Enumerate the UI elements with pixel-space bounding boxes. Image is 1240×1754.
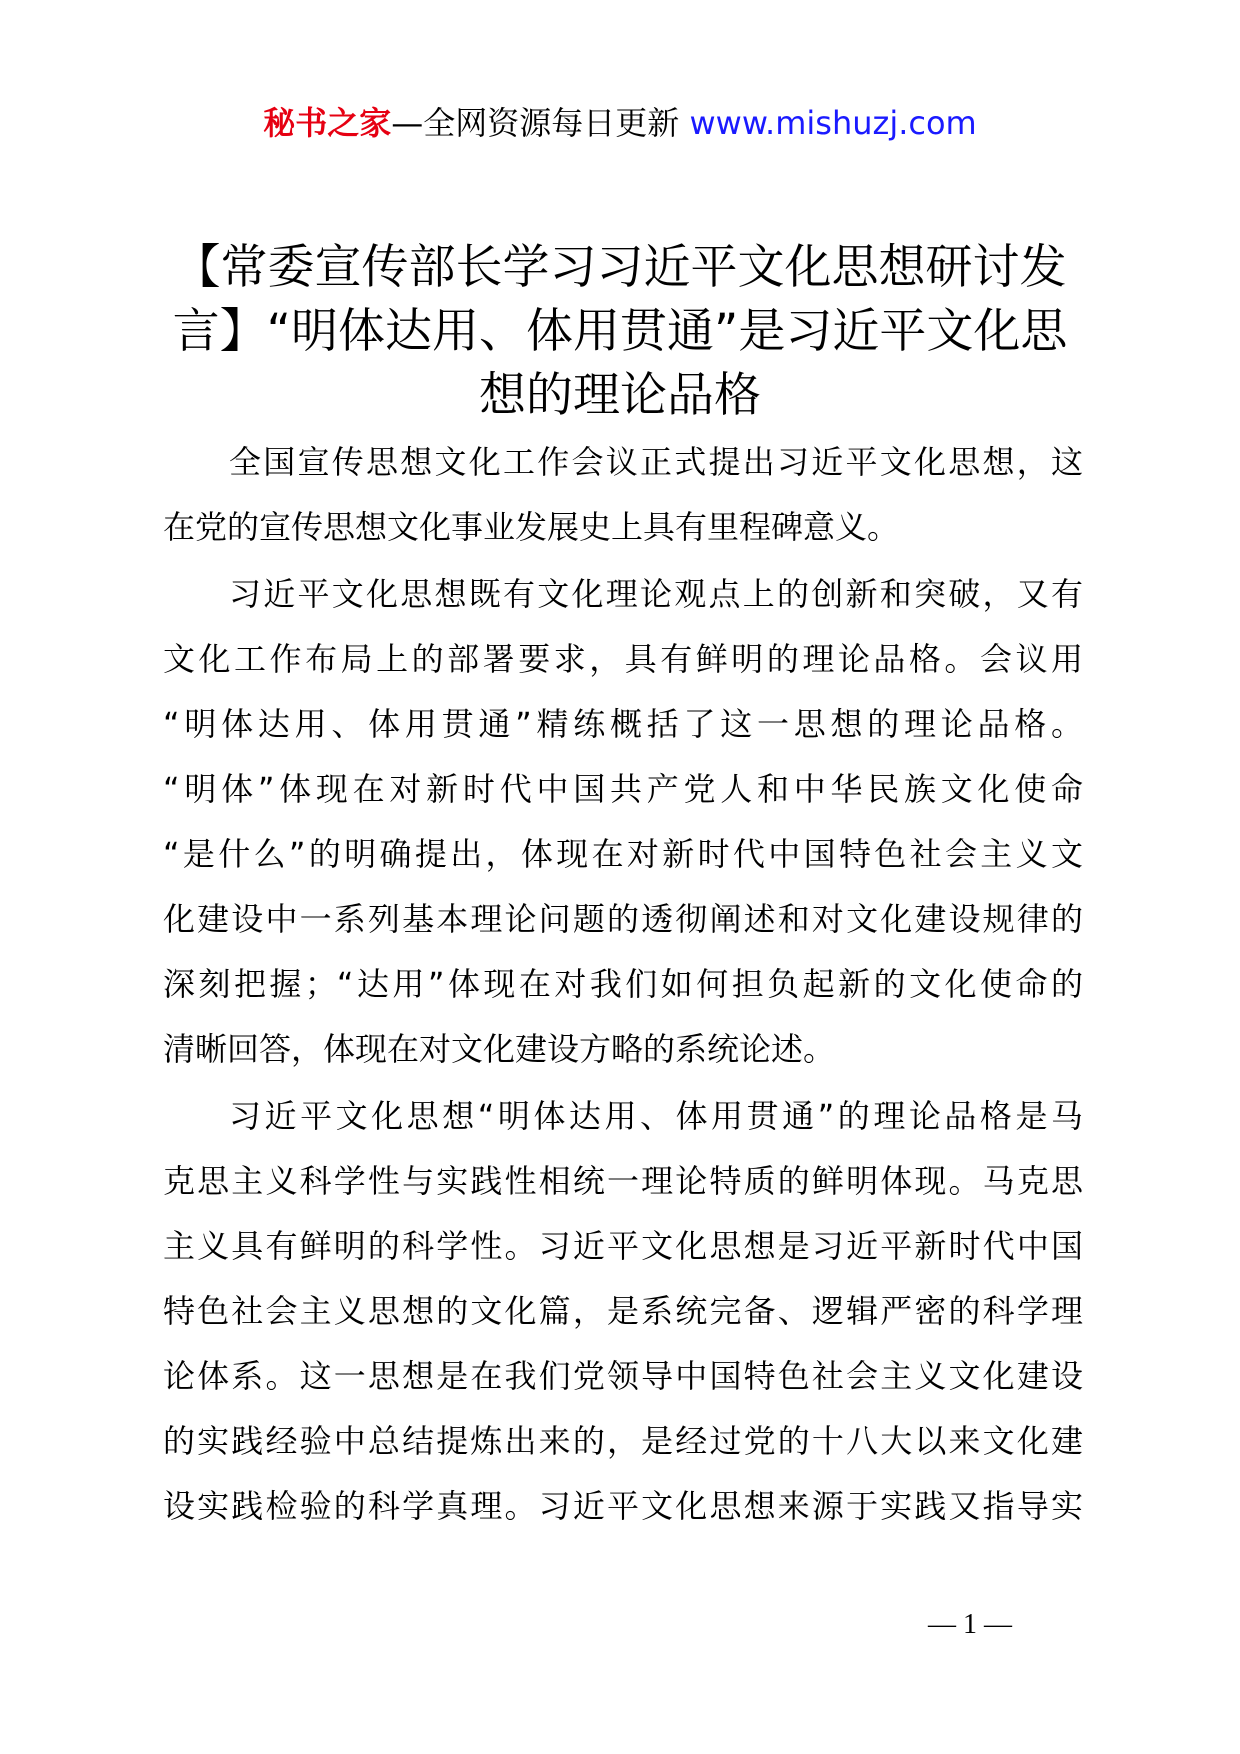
title-line: 【常委宣传部长学习习近平文化思想研讨发 [173,240,1067,295]
title-line: 想的理论品格 [479,368,761,423]
text-line: 清晰回答，体现在对文化建设方略的系统论述。 [163,1030,836,1068]
text-line: 特色社会主义思想的文化篇，是系统完备、逻辑严密的科学理 [163,1292,1083,1330]
text-line: 全国宣传思想文化工作会议正式提出习近平文化思想，这 [229,443,1083,481]
site-tagline: —全网资源每日更新 [391,104,680,142]
text-line: 习近平文化思想“明体达用、体用贯通”的理论品格是马 [229,1097,1083,1135]
text-line: “明体”体现在对新时代中国共产党人和中华民族文化使命 [163,770,1083,808]
site-brand: 秘书之家 [263,104,392,142]
text-line: 论体系。这一思想是在我们党领导中国特色社会主义文化建设 [163,1357,1083,1395]
site-url-link[interactable]: www.mishuzj.com [689,104,977,142]
text-line: 化建设中一系列基本理论问题的透彻阐述和对文化建设规律的 [163,900,1083,938]
text-line: 在党的宣传思想文化事业发展史上具有里程碑意义。 [163,508,900,546]
paragraph-1 [163,430,1083,560]
text-line: 的实践经验中总结提炼出来的，是经过党的十八大以来文化建 [163,1422,1083,1460]
site-header [0,100,1240,146]
text-line: 深刻把握；“达用”体现在对我们如何担负起新的文化使命的 [163,965,1083,1003]
paragraph-2 [163,562,1083,1082]
document-title [160,236,1080,428]
text-line: 主义具有鲜明的科学性。习近平文化思想是习近平新时代中国 [163,1227,1083,1265]
text-line: 文化工作布局上的部署要求，具有鲜明的理论品格。会议用 [163,640,1083,678]
text-line: 设实践检验的科学真理。习近平文化思想来源于实践又指导实 [163,1487,1083,1525]
text-line: 习近平文化思想既有文化理论观点上的创新和突破，又有 [229,575,1083,613]
page-footer [0,1605,1240,1645]
text-line: 克思主义科学性与实践性相统一理论特质的鲜明体现。马克思 [163,1162,1083,1200]
title-line: 言】“明体达用、体用贯通”是习近平文化思 [172,304,1068,359]
text-line: “明体达用、体用贯通”精练概括了这一思想的理论品格。 [163,705,1083,743]
page-number: — 1 — [928,1609,1012,1640]
text-line: “是什么”的明确提出，体现在对新时代中国特色社会主义文 [163,835,1083,873]
paragraph-3 [163,1084,1083,1539]
document-body [163,430,1083,1541]
